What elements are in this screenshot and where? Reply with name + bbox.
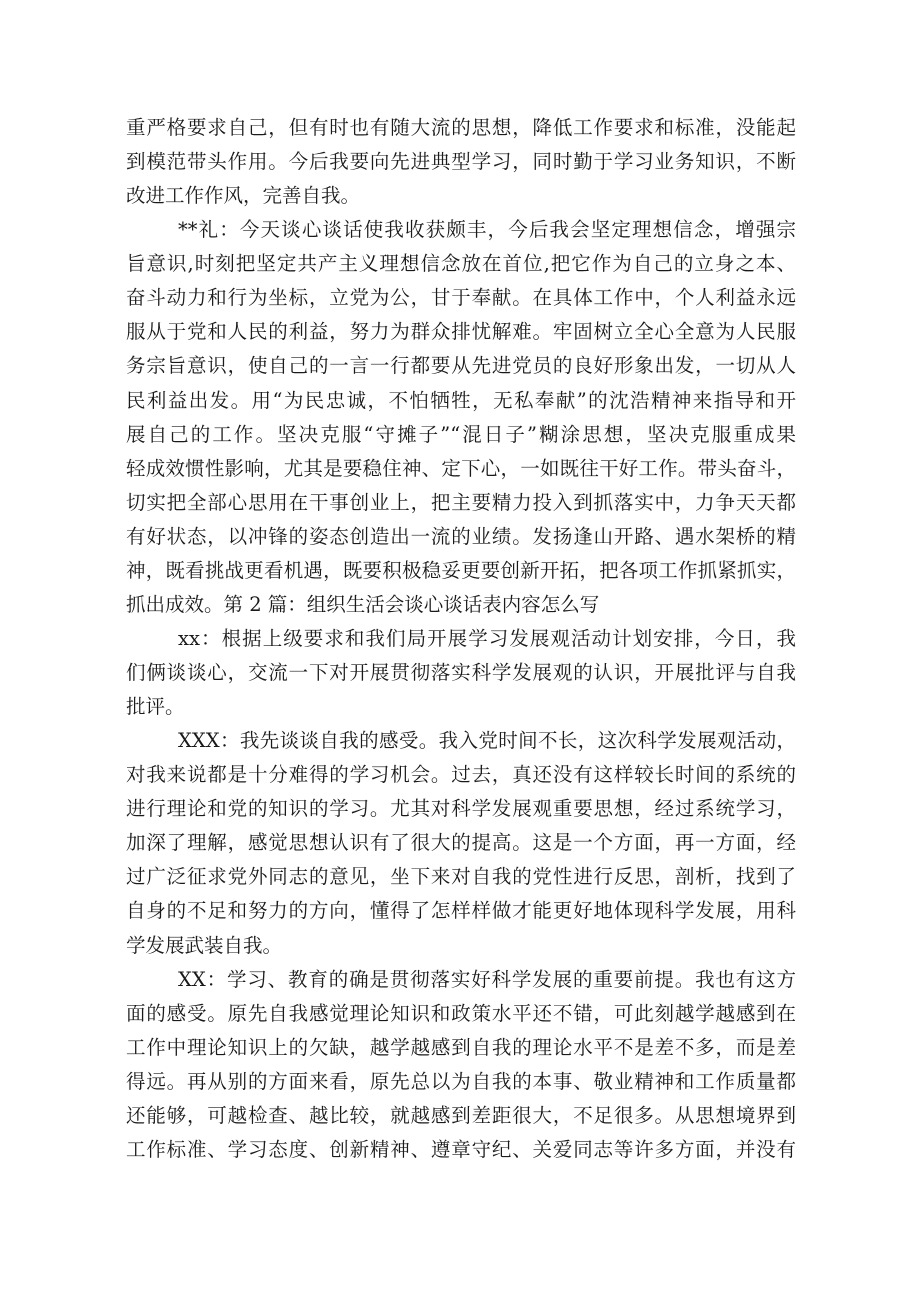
text-line: 还能够，可越检查、越比较，就越感到差距很大，不足很多。从思想境界到 (126, 1103, 796, 1127)
text-line: 旨意识,时刻把坚定共产主义理想信念放在首位,把它作为自己的立身之本、 (126, 252, 796, 276)
text-line: 得远。再从别的方面来看，原先总以为自我的本事、敬业精神和工作质量都 (126, 1069, 796, 1093)
paragraph (126, 111, 796, 213)
text-line: 自身的不足和努力的方向，懂得了怎样样做才能更好地体现科学发展，用科 (126, 899, 796, 923)
paragraph (126, 724, 796, 962)
text-line: 轻成效惯性影响，尤其是要稳住神、定下心，一如既往干好工作。带头奋斗， (126, 456, 796, 480)
document-body (126, 111, 796, 1167)
paragraph (126, 622, 796, 724)
text-line: 民利益出发。用“为民忠诚，不怕牺牲，无私奉献”的沈浩精神来指导和开 (126, 388, 796, 412)
paragraph (126, 213, 796, 622)
paragraph (126, 963, 796, 1167)
text-line: 们俩谈谈心，交流一下对开展贯彻落实科学发展观的认识，开展批评与自我 (126, 661, 796, 684)
text-line: **礼：今天谈心谈话使我收获颇丰，今后我会坚定理想信念，增强宗 (178, 218, 796, 242)
text-line: 加深了理解，感觉思想认识有了很大的提高。这是一个方面，再一方面，经 (126, 831, 796, 855)
text-line: 展自己的工作。坚决克服“守摊子”“混日子”糊涂思想，坚决克服重成果 (126, 422, 796, 446)
text-line: 有好状态，以冲锋的姿态创造出一流的业绩。发扬逢山开路、遇水架桥的精 (126, 524, 796, 548)
text-line: 工作中理论知识上的欠缺，越学越感到自我的理论水平不是差不多，而是差 (126, 1035, 796, 1059)
text-line: 切实把全部心思用在干事创业上，把主要精力投入到抓落实中，力争天天都 (126, 490, 796, 514)
text-line: 面的感受。原先自我感觉理论知识和政策水平还不错，可此刻越学越感到在 (126, 1001, 796, 1025)
text-line: XXX：我先谈谈自我的感受。我入党时间不长，这次科学发展观活动， (178, 729, 796, 753)
text-line: 务宗旨意识，使自己的一言一行都要从先进党员的良好形象出发，一切从人 (126, 354, 796, 378)
text-line: 到模范带头作用。今后我要向先进典型学习，同时勤于学习业务知识，不断 (126, 150, 796, 174)
text-line: 奋斗动力和行为坐标，立党为公，甘于奉献。在具体工作中，个人利益永远 (126, 286, 796, 310)
text-line: 改进工作作风，完善自我。 (126, 184, 361, 208)
text-line: 抓出成效。第 2 篇：组织生活会谈心谈话表内容怎么写 (126, 592, 600, 616)
text-line: 批评。 (126, 695, 185, 719)
text-line: 学发展武装自我。 (126, 933, 283, 957)
text-line: XX：学习、教育的确是贯彻落实好科学发展的重要前提。我也有这方 (178, 967, 796, 991)
text-line: 进行理论和党的知识的学习。尤其对科学发展观重要思想，经过系统学习， (126, 797, 796, 821)
text-line: 重严格要求自己，但有时也有随大流的思想，降低工作要求和标准，没能起 (126, 116, 796, 139)
text-line: 神，既看挑战更看机遇，既要积极稳妥更要创新开拓，把各项工作抓紧抓实， (126, 558, 796, 582)
text-line: 过广泛征求党外同志的意见，坐下来对自我的党性进行反思，剖析，找到了 (126, 865, 796, 889)
text-line: xx：根据上级要求和我们局开展学习发展观活动计划安排，今日，我 (178, 626, 796, 650)
text-line: 工作标准、学习态度、创新精神、遵章守纪、关爱同志等许多方面，并没有 (126, 1137, 796, 1161)
text-line: 对我来说都是十分难得的学习机会。过去，真还没有这样较长时间的系统的 (126, 763, 796, 787)
text-line: 服从于党和人民的利益，努力为群众排忧解难。牢固树立全心全意为人民服 (126, 320, 796, 344)
